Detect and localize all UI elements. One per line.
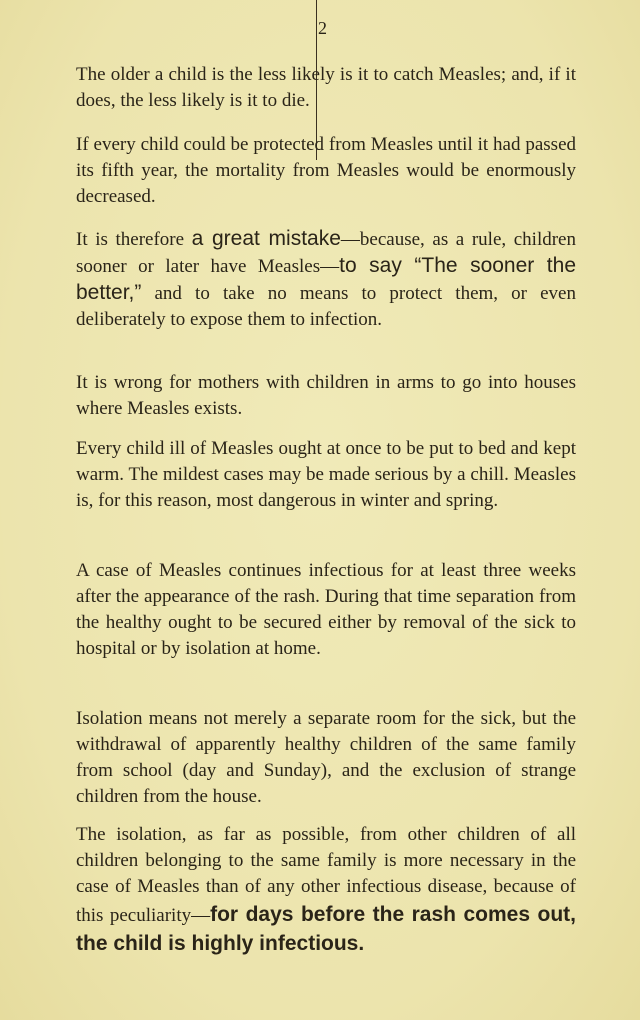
paragraph-3-text-f: and to take no means to protect them, or even deliberately to expose them to infection. bbox=[76, 283, 576, 330]
emphasis-sooner-better: “The sooner the better,” bbox=[76, 254, 576, 304]
emphasis-great-mistake: a great mistake bbox=[191, 227, 341, 250]
emphasis-highly-infectious: for days before the rash comes out, the child is highly infectious. bbox=[76, 903, 576, 955]
paragraph-3 bbox=[76, 226, 576, 333]
paragraph-6: A case of Measles continues infectious for at least three weeks after the appearance of the rash. During that time separation from the healthy ought to be secured either by removal of the sick to hospital or by isolation at home. bbox=[76, 560, 576, 659]
paragraph-8 bbox=[76, 822, 576, 958]
paragraph-3-text-c: —because, as a rule, children sooner or later have Measles— bbox=[76, 229, 576, 277]
paragraph-4: It is wrong for mothers with children in arms to go into houses where Measles exists. bbox=[76, 372, 576, 419]
paragraph-1: The older a child is the less likely is it to catch Measles; and, if it does, the less likely is it to die. bbox=[76, 64, 576, 111]
paragraph-5: Every child ill of Measles ought at once to be put to bed and kept warm. The mildest cases may be made serious by a chill. Measles is, for this reason, most dangerous in winter and spring. bbox=[76, 438, 576, 511]
emphasis-to-say: to say bbox=[339, 254, 402, 277]
page-number: 2 bbox=[318, 18, 327, 38]
paragraph-8-text-a: The isolation, as far as possible, from other children of all children belonging to the same family is more necessary in the case of Measles than of any other infectious disease, because of this peculiarity— bbox=[76, 824, 576, 926]
paragraph-7: Isolation means not merely a separate room for the sick, but the withdrawal of apparently healthy children of the same family from school (day and Sunday), and the exclusion of strange children from the house. bbox=[76, 708, 576, 807]
paragraph-3-text-a: It is therefore bbox=[76, 229, 192, 250]
paragraph-2: If every child could be protected from Measles until it had passed its fifth year, the mortality from Measles would be enormously decreased. bbox=[76, 134, 576, 207]
